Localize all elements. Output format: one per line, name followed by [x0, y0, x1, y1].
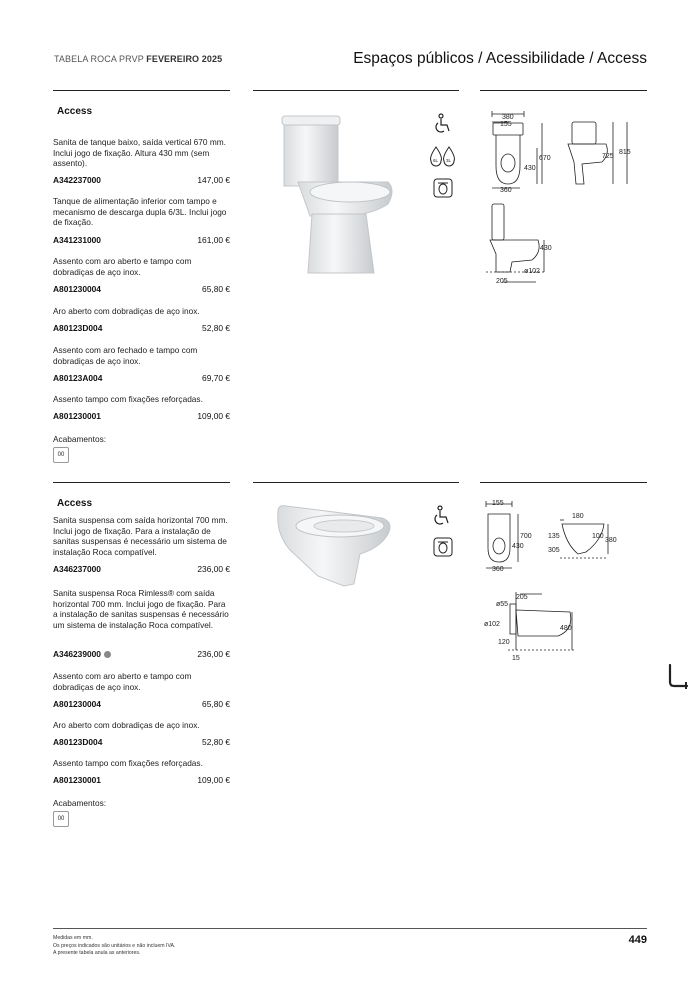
- technical-drawing: [482, 108, 647, 198]
- footer-rule: [53, 928, 647, 929]
- technical-drawing: [482, 496, 647, 576]
- item-code: A80123A004: [53, 373, 103, 383]
- dim-label: 155: [500, 121, 512, 128]
- footer-note: Medidas em mm.: [53, 935, 93, 941]
- finish-swatch[interactable]: 00: [53, 811, 69, 827]
- dim-label: 725: [602, 153, 614, 160]
- dual-flush-icon: [428, 145, 458, 174]
- item-price: 52,80 €: [202, 323, 230, 333]
- rimless-icon: [433, 537, 453, 562]
- finish-swatch[interactable]: 00: [53, 447, 69, 463]
- dim-label: 305: [548, 547, 560, 554]
- footer-notes: [53, 935, 175, 958]
- item-description: Tanque de alimentação inferior com tampo e mecanismo de descarga dupla 6/3L. Inclui jogo de fixação.: [53, 196, 227, 228]
- dim-label: 15: [512, 655, 520, 662]
- item-description: Sanita suspensa Roca Rimless® com saída horizontal 700 mm. Inclui jogo de fixação. Para a instalação de sanitas suspensas é necessário um sistema de instalação Roca compatível.: [53, 588, 229, 630]
- flush-small-label: 3L: [446, 158, 452, 163]
- dim-label: 205: [496, 278, 508, 285]
- page-number: 449: [628, 934, 647, 946]
- section-divider: [253, 482, 459, 483]
- section-title: Access: [57, 498, 93, 509]
- item-code: A342237000: [53, 175, 101, 185]
- dim-label: ø102: [524, 268, 540, 275]
- flush-big-label: 6L: [433, 158, 439, 163]
- item-description: Assento com aro aberto e tampo com dobradiças de aço inox.: [53, 256, 192, 277]
- item-code: A80123D004: [53, 323, 103, 333]
- section-divider: [480, 482, 647, 483]
- dim-label: 360: [500, 187, 512, 194]
- item-code-text: A346239000: [53, 649, 101, 659]
- dim-label: 135: [548, 533, 560, 540]
- section-divider: [480, 90, 647, 91]
- dim-label: 205: [516, 594, 528, 601]
- item-price: 65,80 €: [202, 699, 230, 709]
- dim-label: 670: [539, 155, 551, 162]
- item-description: Assento tampo com fixações reforçadas.: [53, 758, 203, 768]
- item-description: Assento tampo com fixações reforçadas.: [53, 394, 203, 404]
- item-price: 236,00 €: [197, 564, 230, 574]
- finishes-label: Acabamentos:: [53, 434, 107, 444]
- section-title: Access: [57, 106, 93, 117]
- item-description: Assento com aro fechado e tampo com dobradiças de aço inox.: [53, 345, 198, 366]
- dim-label: 180: [572, 513, 584, 520]
- technical-drawing-side: [482, 198, 582, 293]
- dim-label: 430: [512, 543, 524, 550]
- rimless-icon: [433, 178, 453, 203]
- item-code: A801230004: [53, 699, 101, 709]
- section-divider: [53, 482, 230, 483]
- item-code: [53, 649, 111, 659]
- item-code: A801230001: [53, 411, 101, 421]
- finishes-label: Acabamentos:: [53, 798, 107, 808]
- item-description: Sanita suspensa com saída horizontal 700 mm. Inclui jogo de fixação. Para a instalação de sanitas suspensas é necessário um sistema de instalação Roca compatível.: [53, 515, 228, 557]
- item-code: A80123D004: [53, 737, 103, 747]
- item-code: A801230004: [53, 284, 101, 294]
- dim-label: 100: [592, 533, 604, 540]
- footer-note: A presente tabela anula as anteriores.: [53, 950, 141, 956]
- dim-label: 380: [605, 537, 617, 544]
- item-code: A346237000: [53, 564, 101, 574]
- dim-label: 700: [520, 533, 532, 540]
- item-code: A341231000: [53, 235, 101, 245]
- section-divider: [253, 90, 459, 91]
- dim-label: 430: [524, 165, 536, 172]
- catalog-date: FEVEREIRO 2025: [146, 54, 223, 64]
- dim-label: 815: [619, 149, 631, 156]
- item-price: 65,80 €: [202, 284, 230, 294]
- dim-label: 480: [560, 625, 572, 632]
- item-code: A801230001: [53, 775, 101, 785]
- item-description: Assento com aro aberto e tampo com dobradiças de aço inox.: [53, 671, 192, 692]
- item-price: 52,80 €: [202, 737, 230, 747]
- item-description: Aro aberto com dobradiças de aço inox.: [53, 720, 200, 730]
- item-price: 109,00 €: [197, 411, 230, 421]
- grab-bar-icon: [665, 662, 693, 695]
- item-price: 147,00 €: [197, 175, 230, 185]
- item-price: 69,70 €: [202, 373, 230, 383]
- dim-label: 360: [492, 566, 504, 573]
- technical-drawing-side: [482, 590, 582, 665]
- accessibility-icon: [431, 505, 451, 532]
- catalog-label: [54, 54, 222, 64]
- dim-label: 120: [498, 639, 510, 646]
- dim-label: 430: [540, 245, 552, 252]
- item-price: 236,00 €: [197, 649, 230, 659]
- item-price: 161,00 €: [197, 235, 230, 245]
- rimless-badge-icon: [104, 651, 111, 658]
- dim-label: 155: [492, 500, 504, 507]
- page-title: Espaços públicos / Acessibilidade / Access: [353, 50, 647, 67]
- product-photo: [270, 498, 400, 593]
- dim-label: ø102: [484, 621, 500, 628]
- item-price: 109,00 €: [197, 775, 230, 785]
- accessibility-icon: [431, 113, 453, 135]
- section-divider: [53, 90, 230, 91]
- item-description: Aro aberto com dobradiças de aço inox.: [53, 306, 200, 316]
- dim-label: ø55: [496, 601, 509, 608]
- footer-note: Os preços indicados são unitários e não incluem IVA.: [53, 942, 176, 949]
- product-photo: [270, 108, 400, 283]
- dim-label: 380: [502, 114, 514, 121]
- catalog-prefix: TABELA ROCA PRVP: [54, 54, 144, 64]
- item-description: Sanita de tanque baixo, saída vertical 670 mm. Inclui jogo de fixação. Altura 430 mm (sem assento).: [53, 137, 226, 169]
